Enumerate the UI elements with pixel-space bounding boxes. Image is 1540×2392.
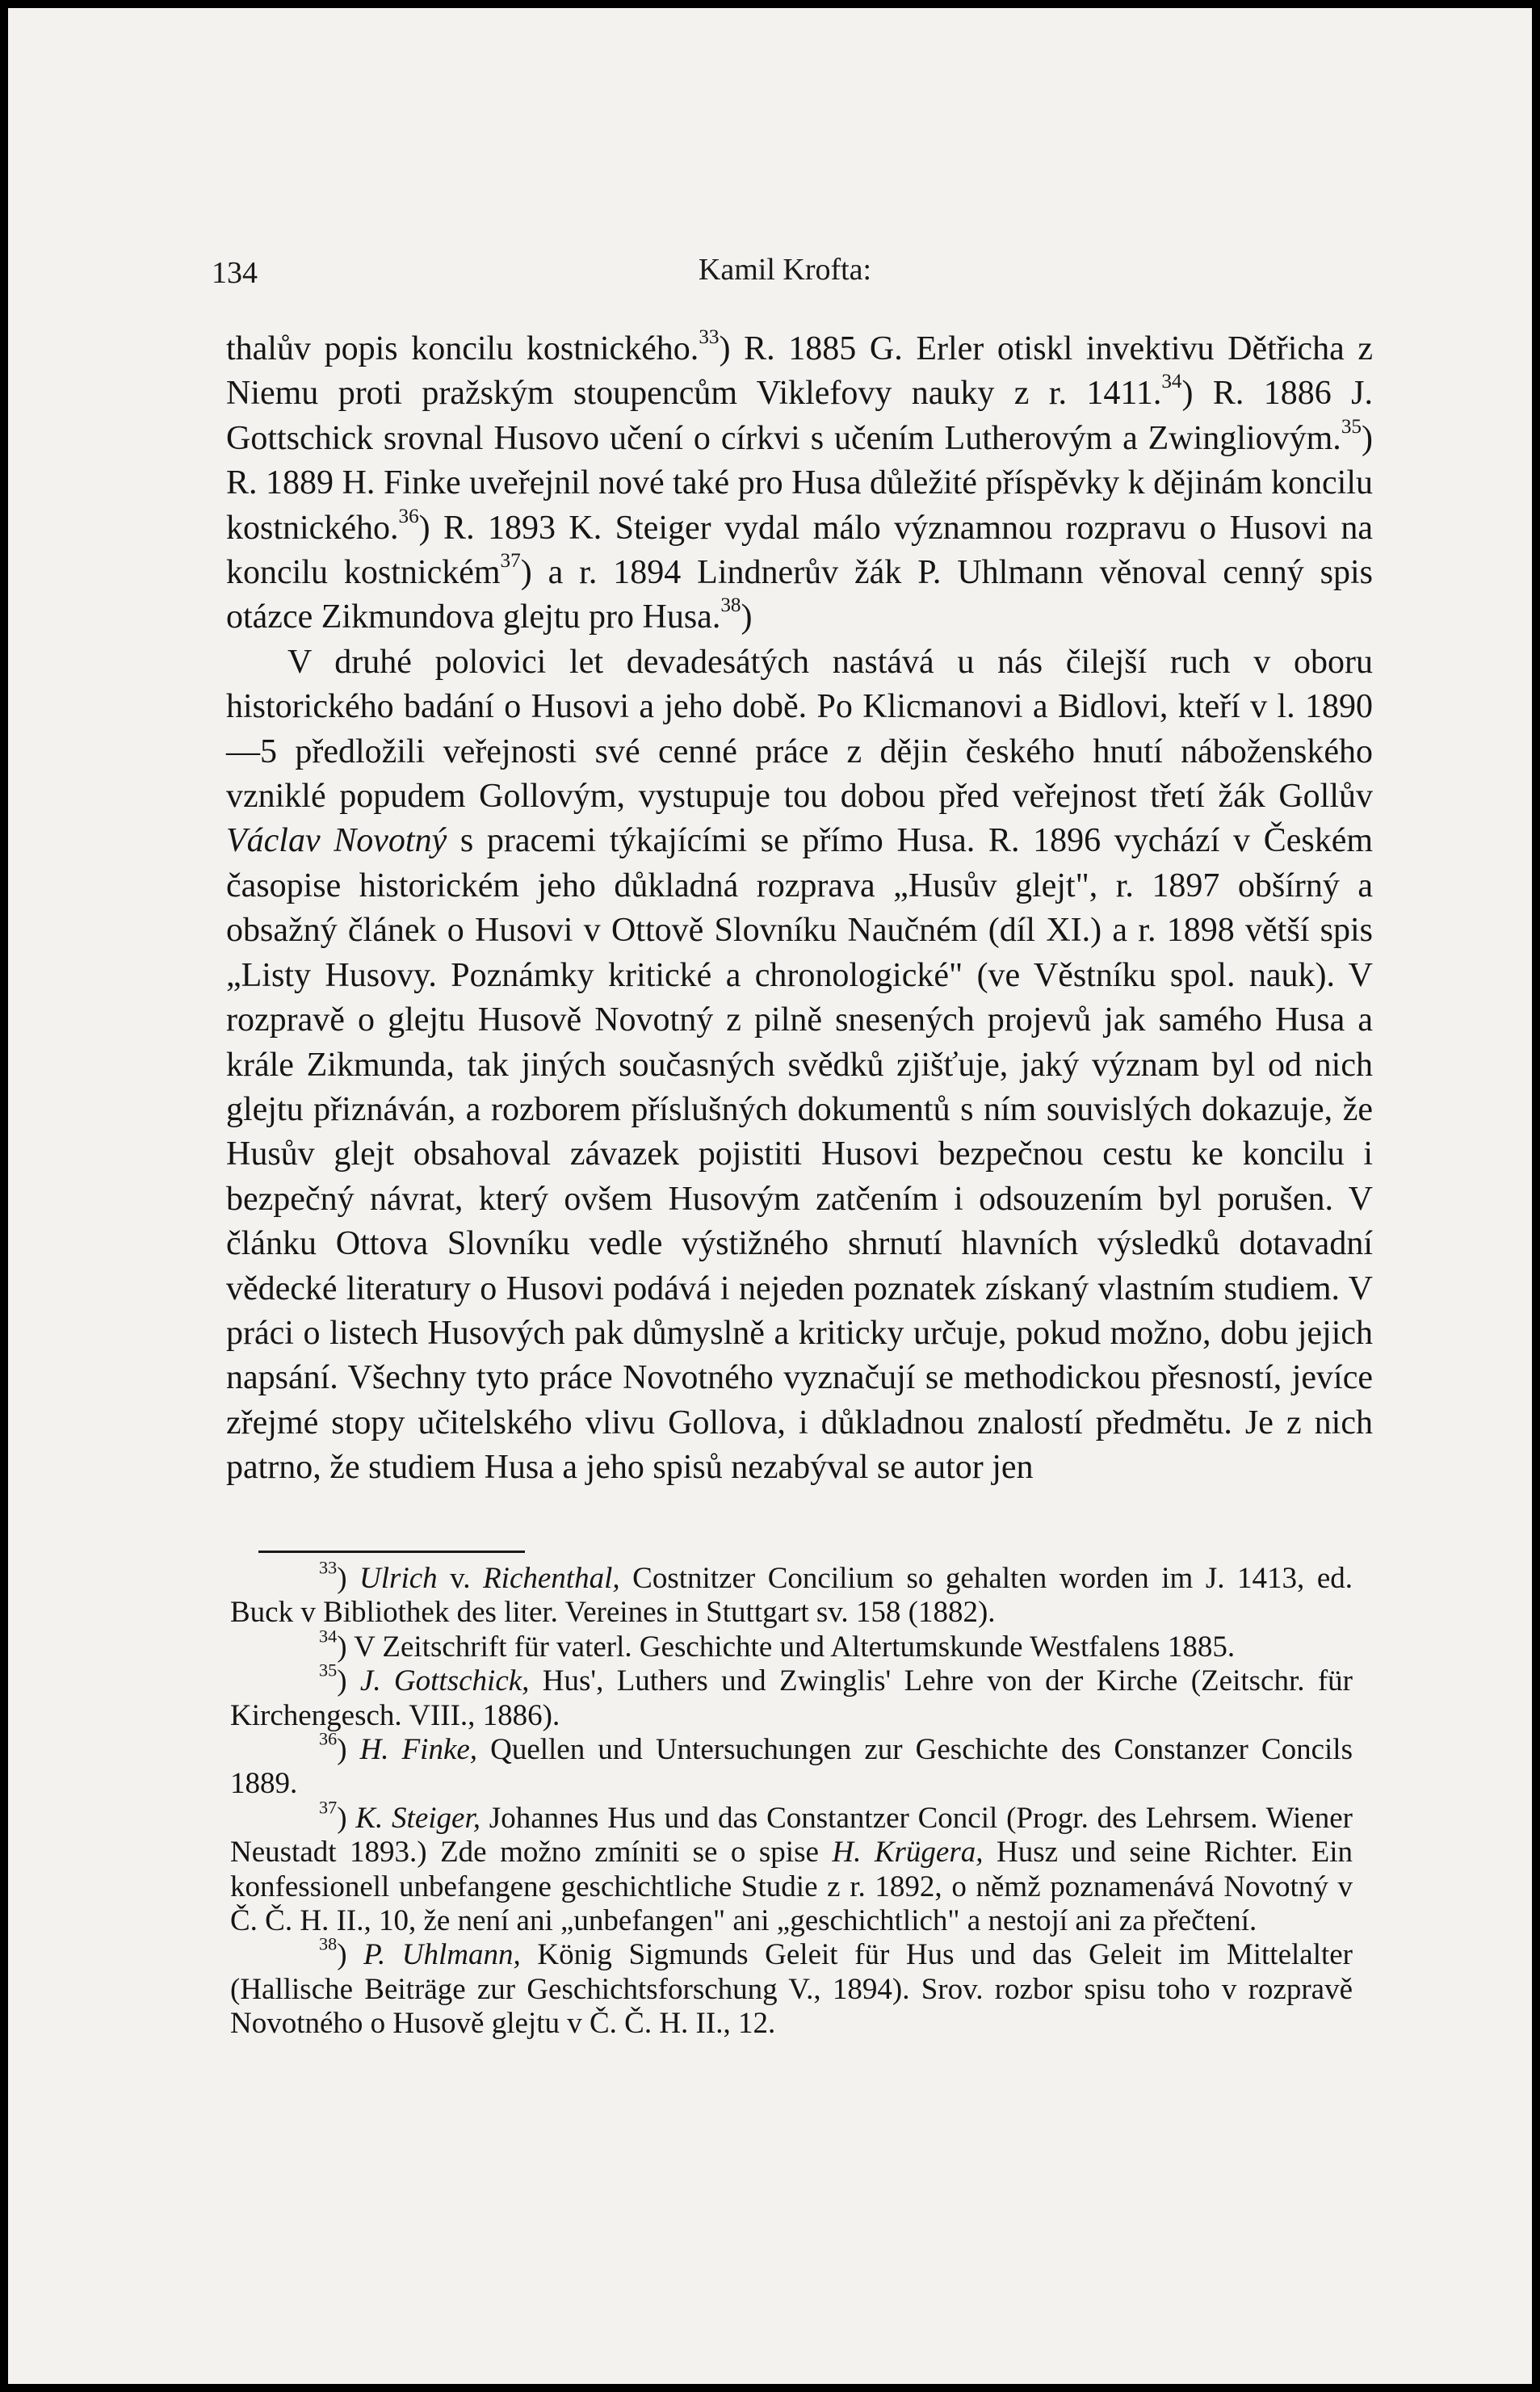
footnote-ref: 34 [319, 1626, 338, 1647]
text-run: Hus', Luthers und Zwinglis' Lehre von der Kirche (Zeitschr. für Kirchengesch. VIII., 1886). [230, 1664, 1353, 1732]
text-run: König Sigmunds Geleit für Hus und das Geleit im Mittelalter (Hallische Beiträge zur Geschichtsforschung V., 1894). Srov. rozbor spisu toho v rozpravě Novotného o Husově glejtu v Č. Č. H. II., 12. [230, 1938, 1353, 2041]
text-run: s pracemi týkajícími se přímo Husa. R. 1896 vychází v Českém časopise historickém jeho důkladná rozprava „Husův glejt", r. 1897 obšírný a obsažný článek o Husovi v Ottově Slovníku Naučném (díl XI.) a r. 1898 větší spis „Listy Husovy. Poznámky kritické a chronologické" (ve Věstníku spol. nauk). V rozpravě o glejtu Husově Novotný z pilně snesených projevů jak samého Husa a krále Zikmunda, tak jiných současných svědků zjišťuje, jaký význam byl od nich glejtu přiznáván, a rozborem příslušných dokumentů s ním souvislých dokazuje, že Husův glejt obsahoval závazek pojistiti Husovi bezpečnou cestu ke koncilu i bezpečný návrat, který ovšem Husovým zatčením i odsouzením byl porušen. V článku Ottova Slovníku vedle výstižného shrnutí hlavních výsledků dotavadní vědecké literatury o Husovi podává i nejeden poznatek získaný vlastním studiem. V práci o listech Husových pak důmyslně a kriticky určuje, pokud možno, dobu jejich napsání. Všechny tyto práce Novotného vyznačují se methodickou přesností, jevíce zřejmé stopy učitelského vlivu Gollova, i důkladnou znalostí předmětu. Je z nich patrno, že studiem Husa a jeho spisů nezabýval se autor jen [226, 822, 1374, 1487]
running-head: Kamil Krofta: [698, 253, 872, 287]
text-run: Costnitzer Concilium so gehalten worden im J. 1413, ed. Buck v Bibliothek des liter. Vereines in Stuttgart sv. 158 (1882). [230, 1562, 1353, 1630]
text-run: v. [437, 1562, 484, 1595]
footnote-ref: 33 [319, 1557, 338, 1578]
text-run: ) [337, 1664, 360, 1698]
text-run: ) a r. 1894 Lindnerův žák P. Uhlmann věnoval cenný spis otázce Zikmundova glejtu pro Husa. [226, 554, 1373, 636]
page-number: 134 [212, 256, 258, 290]
book-page [8, 8, 1532, 2384]
footnote-34 [230, 1626, 1353, 1664]
paragraph [226, 640, 1373, 1491]
text-run: ) V Zeitschrift für vaterl. Geschichte und Altertumskunde Westfalens 1885. [337, 1630, 1236, 1664]
italic-text: Ulrich [359, 1562, 438, 1595]
text-run: ) [337, 1733, 360, 1767]
footnote-38 [230, 1933, 1353, 2041]
text-run: Quellen und Untersuchungen zur Geschichte des Constanzer Concils 1889. [230, 1733, 1353, 1801]
text-run: ) R. 1893 K. Steiger vydal málo významnou rozpravu o Husovi na koncilu kostnickém [226, 509, 1373, 592]
text-run: ) [337, 1562, 360, 1595]
text-run: ) R. 1886 J. Gottschick srovnal Husovo učení o církvi s učením Lutherovým a Zwingliovým. [226, 375, 1373, 457]
footnote-ref: 35 [319, 1660, 338, 1681]
footnote-ref: 37 [500, 549, 521, 572]
text-run: thalův popis koncilu kostnického. [226, 330, 699, 367]
italic-text: Václav Novotný [226, 822, 447, 860]
footnotes [230, 1557, 1353, 2042]
footnote-ref: 38 [720, 594, 741, 617]
italic-text: P. Uhlmann, [363, 1938, 521, 1972]
footnote-33 [230, 1557, 1353, 1630]
italic-text: H. Finke, [359, 1733, 478, 1767]
text-run: V druhé polovici let devadesátých nastává u nás čilejší ruch v oboru historického badání o Husovi a jeho době. Po Klicmanovi a Bidlovi, kteří v l. 1890—5 předložili veřejnosti své cenné práce z dějin českého hnutí náboženského vzniklé popudem Gollovým, vystupuje tou dobou před veřejnost třetí žák Gollův [226, 643, 1373, 816]
text-run: ) [741, 598, 753, 636]
italic-text: H. Krügera, [832, 1836, 984, 1870]
footnote-ref: 37 [319, 1797, 338, 1818]
footnote-ref: 34 [1161, 371, 1182, 393]
text-run: ) R. 1889 H. Finke uveřejnil nové také pro Husa důležité příspěvky k dějinám koncilu kostnického. [226, 419, 1373, 547]
italic-text: J. Gottschick, [359, 1664, 530, 1698]
text-run: ) [337, 1938, 364, 1972]
text-run: Johannes Hus und das Constantzer Concil (Progr. des Lehrsem. Wiener Neustadt 1893.) Zde možno zmíniti se o spise [230, 1801, 1353, 1870]
italic-text: K. Steiger, [355, 1801, 480, 1835]
text-run: Husz und seine Richter. Ein konfessionell unbefangene geschichtliche Studie z r. 1892, o němž poznamenává Novotný v Č. Č. H. II., 10, že není ani „unbefangen" ani „geschichtlich" a nestojí ani za přečtení. [230, 1836, 1353, 1938]
footnote-ref: 38 [319, 1933, 338, 1954]
text-run: ) [337, 1801, 356, 1835]
footnote-37 [230, 1797, 1353, 1939]
footnote-ref: 33 [699, 325, 720, 348]
paragraph [226, 327, 1373, 640]
body-text [226, 327, 1373, 1491]
footnote-rule [258, 1551, 525, 1553]
footnote-ref: 35 [1341, 415, 1362, 438]
footnote-36 [230, 1728, 1353, 1802]
italic-text: Richenthal, [483, 1562, 620, 1595]
text-run: ) R. 1885 G. Erler otiskl invektivu Dětřicha z Niemu proti pražským stoupencům Viklefovy nauky z r. 1411. [226, 330, 1373, 413]
footnote-ref: 36 [398, 505, 419, 527]
footnote-ref: 36 [319, 1728, 338, 1749]
page-header [212, 255, 1358, 296]
footnote-35 [230, 1660, 1353, 1733]
